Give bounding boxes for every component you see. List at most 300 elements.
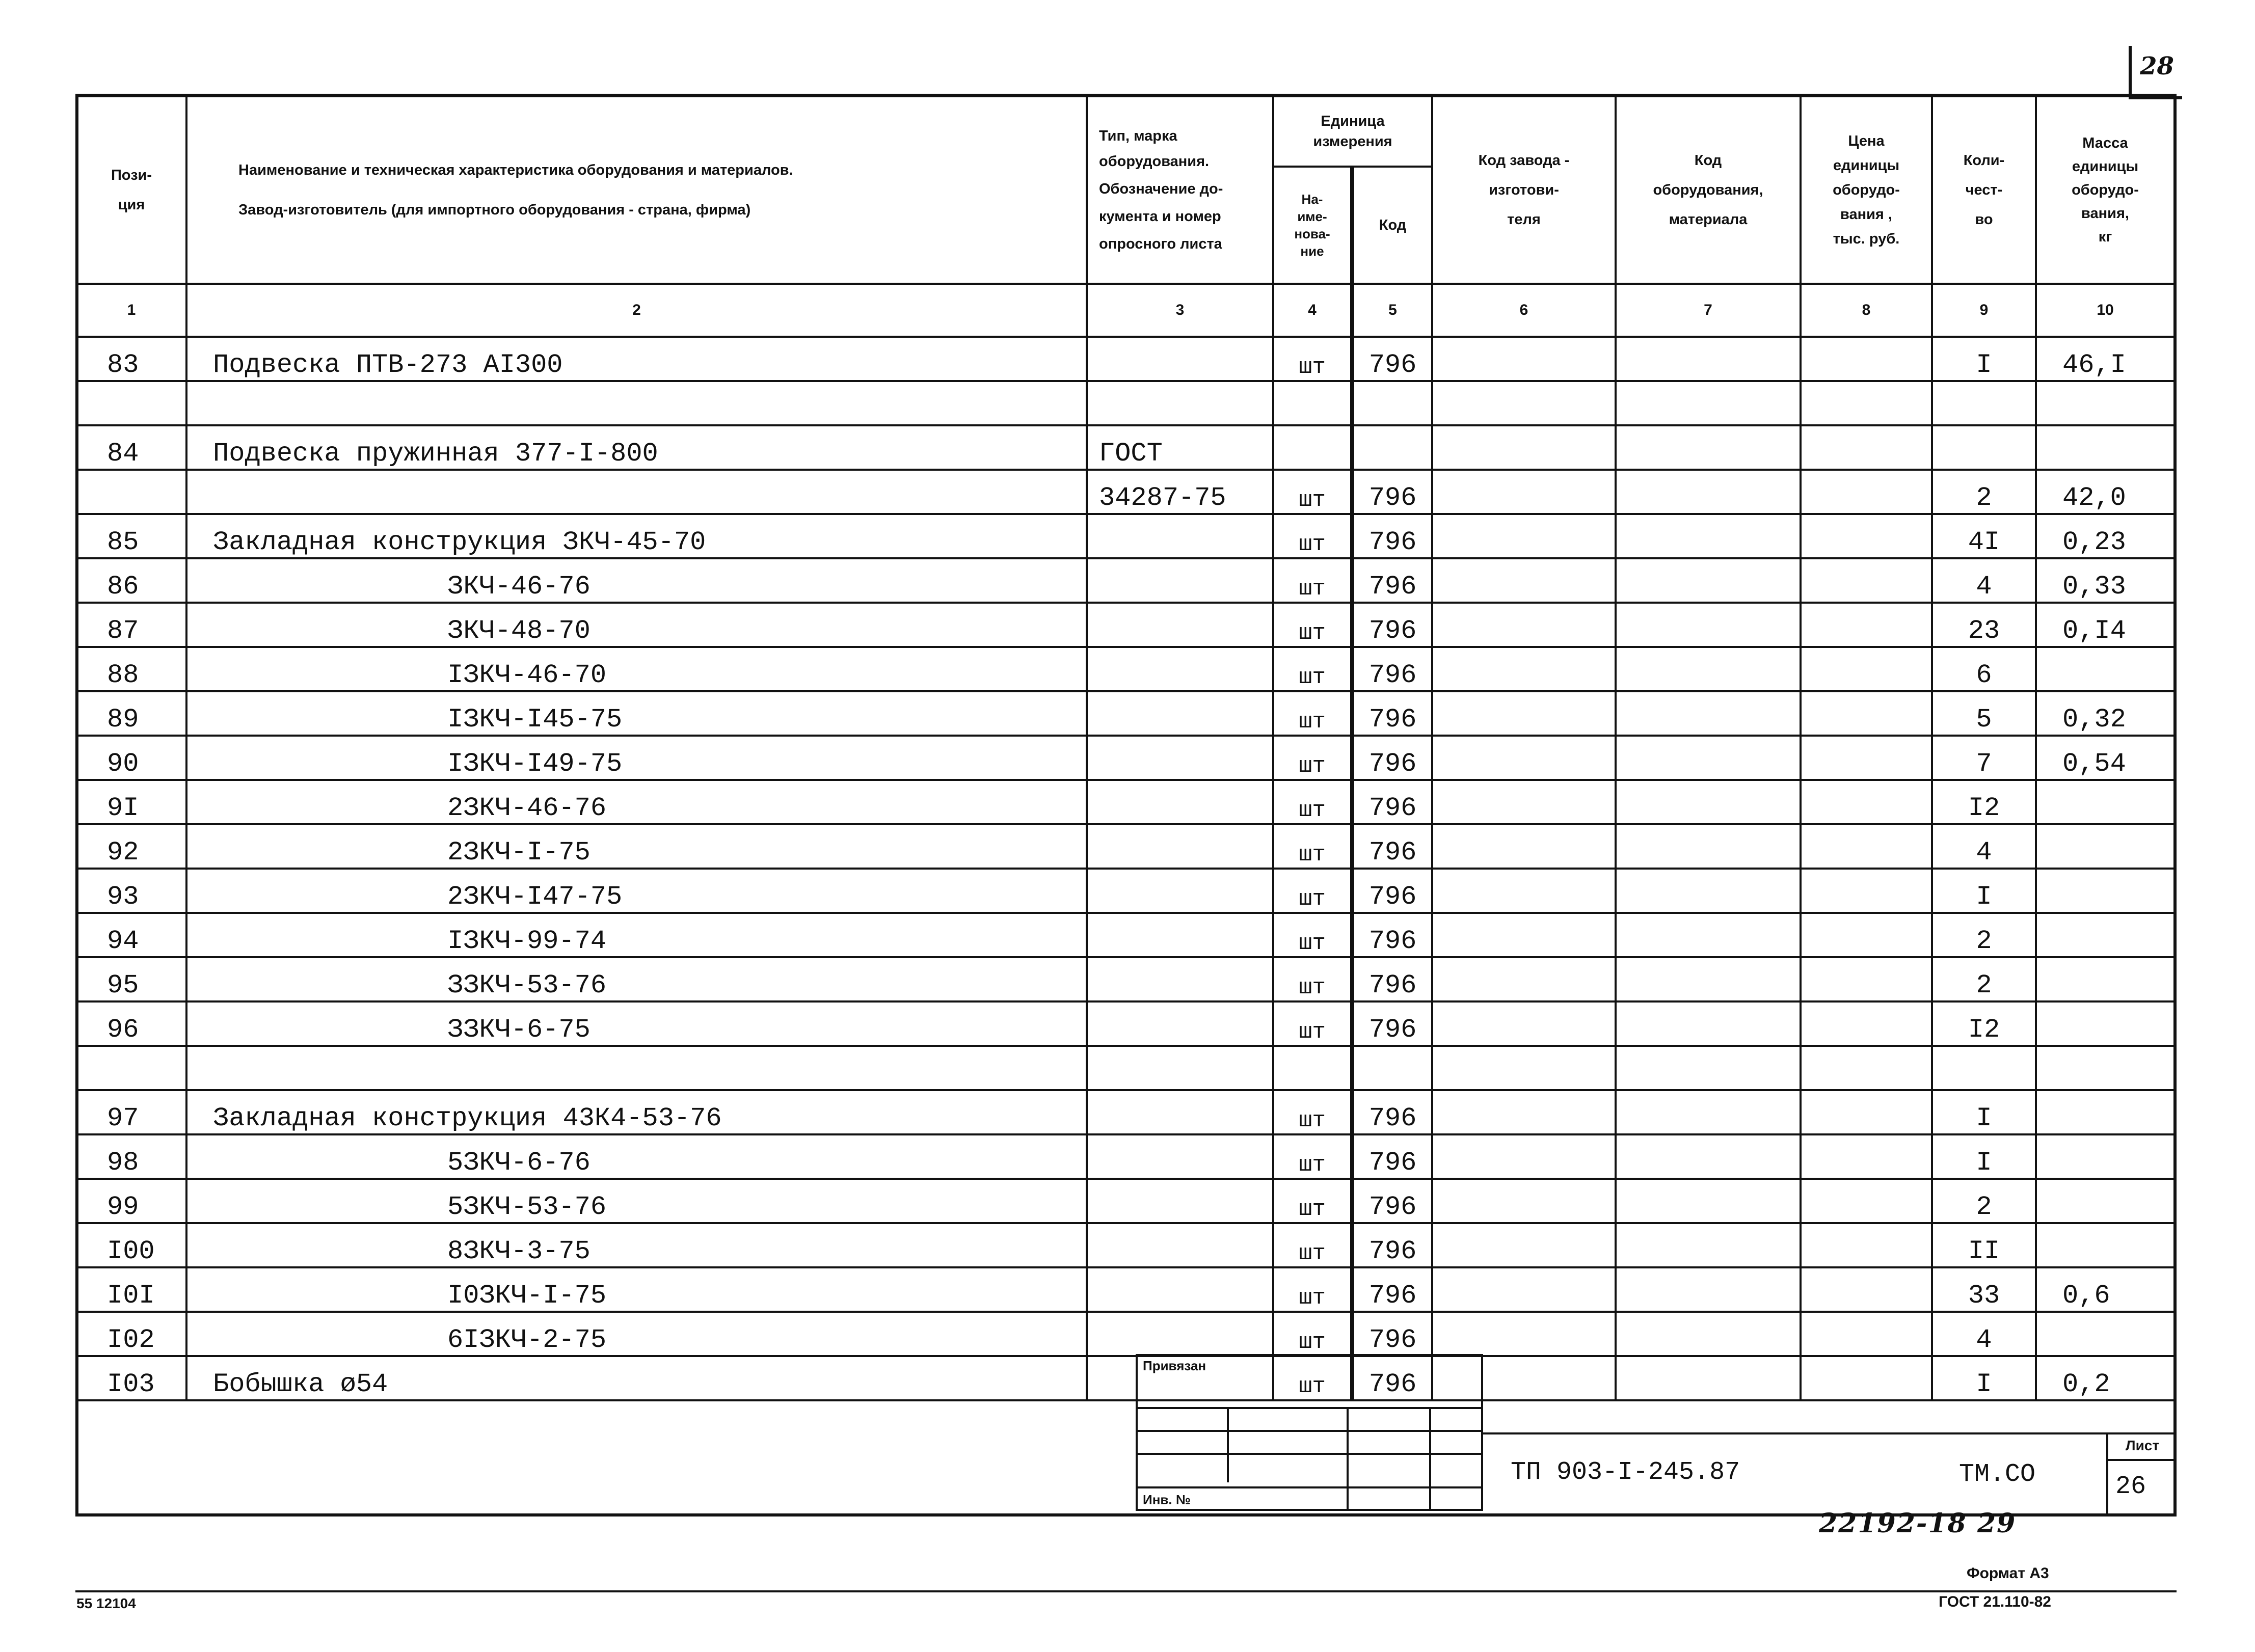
cell-position: 83 — [76, 337, 186, 381]
cell-factory-code — [1432, 647, 1616, 691]
cell-type — [1087, 1223, 1273, 1267]
cell-position: 92 — [76, 824, 186, 869]
cell-unit-code: 796 — [1352, 957, 1432, 1001]
cell-unit-code: 796 — [1352, 1267, 1432, 1312]
empty-cell — [2036, 1046, 2175, 1090]
cell-type — [1087, 691, 1273, 736]
cell-factory-code — [1432, 514, 1616, 558]
header-name: Наименование и техническая характеристика оборудования и материалов. Завод-изготовитель (для импортного оборудования - страна, фирма) — [186, 96, 1087, 284]
cell-quantity: I — [1932, 1356, 2036, 1400]
table-row — [76, 1001, 2175, 1046]
cell-name: ЗЗКЧ-6-75 — [186, 1001, 1087, 1046]
page-number-box — [2129, 46, 2182, 99]
cell-mass: 0,54 — [2036, 736, 2175, 780]
cell-unit: шт — [1273, 957, 1352, 1001]
table-row — [76, 470, 2175, 514]
cell-unit-code: 796 — [1352, 780, 1432, 824]
cell-type — [1087, 957, 1273, 1001]
cell-unit-code: 796 — [1352, 337, 1432, 381]
binding-stamp — [1136, 1354, 1483, 1511]
cell-factory-code — [1432, 824, 1616, 869]
cell-mass — [2036, 425, 2175, 470]
cell-unit-code: 796 — [1352, 1090, 1432, 1134]
cell-name: IЗКЧ-I45-75 — [186, 691, 1087, 736]
cell-type — [1087, 869, 1273, 913]
cell-unit-code: 796 — [1352, 1356, 1432, 1400]
cell-unit: шт — [1273, 647, 1352, 691]
cell-equipment-code — [1616, 691, 1801, 736]
cell-equipment-code — [1616, 1001, 1801, 1046]
cell-position: 85 — [76, 514, 186, 558]
cell-unit-code: 796 — [1352, 913, 1432, 957]
column-number: 1 — [76, 284, 186, 337]
cell-unit-code: 796 — [1352, 647, 1432, 691]
cell-name: ЗКЧ-48-70 — [186, 603, 1087, 647]
bottom-rule — [75, 1590, 2177, 1592]
header-mass: Масса единицы оборудо- вания, кг — [2036, 96, 2175, 284]
table-row — [76, 957, 2175, 1001]
cell-equipment-code — [1616, 1223, 1801, 1267]
cell-type — [1087, 1001, 1273, 1046]
cell-mass — [2036, 1090, 2175, 1134]
cell-unit: шт — [1273, 1312, 1352, 1356]
empty-cell — [1932, 381, 2036, 425]
table-row — [76, 514, 2175, 558]
cell-equipment-code — [1616, 470, 1801, 514]
cell-quantity: 2 — [1932, 913, 2036, 957]
handwritten-number: 22192-18 29 — [1819, 1508, 2017, 1539]
empty-cell — [1801, 1046, 1932, 1090]
cell-factory-code — [1432, 736, 1616, 780]
cell-type — [1087, 736, 1273, 780]
cell-equipment-code — [1616, 647, 1801, 691]
cell-unit-code: 796 — [1352, 691, 1432, 736]
cell-quantity: I — [1932, 337, 2036, 381]
cell-unit: шт — [1273, 1134, 1352, 1179]
cell-equipment-code — [1616, 1179, 1801, 1223]
column-number: 9 — [1932, 284, 2036, 337]
cell-position: I00 — [76, 1223, 186, 1267]
cell-equipment-code — [1616, 603, 1801, 647]
cell-mass: 0,2 — [2036, 1356, 2175, 1400]
sheet-label: Лист — [2108, 1432, 2177, 1461]
cell-equipment-code — [1616, 736, 1801, 780]
cell-type — [1087, 824, 1273, 869]
cell-unit: шт — [1273, 869, 1352, 913]
table-row — [76, 1267, 2175, 1312]
cell-position: 95 — [76, 957, 186, 1001]
cell-position: I03 — [76, 1356, 186, 1400]
title-block-line — [1483, 1432, 2173, 1434]
cell-type — [1087, 558, 1273, 603]
empty-cell — [1273, 381, 1352, 425]
cell-quantity: I — [1932, 1134, 2036, 1179]
sheet-number: 26 — [2115, 1472, 2146, 1501]
cell-mass — [2036, 647, 2175, 691]
cell-unit: шт — [1273, 1179, 1352, 1223]
column-number: 5 — [1352, 284, 1432, 337]
header-price: Цена единицы оборудо- вания , тыс. руб. — [1801, 96, 1932, 284]
table-row — [76, 780, 2175, 824]
cell-factory-code — [1432, 1001, 1616, 1046]
empty-cell — [1432, 381, 1616, 425]
cell-type — [1087, 1312, 1273, 1356]
empty-cell — [1801, 381, 1932, 425]
column-number: 4 — [1273, 284, 1352, 337]
cell-position: 94 — [76, 913, 186, 957]
cell-mass — [2036, 1223, 2175, 1267]
cell-mass: 0,I4 — [2036, 603, 2175, 647]
cell-mass: 46,I — [2036, 337, 2175, 381]
cell-unit-code — [1352, 425, 1432, 470]
table-row — [76, 691, 2175, 736]
cell-factory-code — [1432, 425, 1616, 470]
cell-position: 84 — [76, 425, 186, 470]
cell-type — [1087, 913, 1273, 957]
cell-factory-code — [1432, 869, 1616, 913]
specification-body — [76, 284, 2175, 1400]
empty-cell — [1352, 381, 1432, 425]
document-code: ТП 903-I-245.87 — [1511, 1458, 1740, 1487]
header-quantity: Коли- чест- во — [1932, 96, 2036, 284]
empty-cell — [1087, 381, 1273, 425]
table-row — [76, 1090, 2175, 1134]
cell-factory-code — [1432, 558, 1616, 603]
empty-cell — [1087, 1046, 1273, 1090]
cell-unit: шт — [1273, 558, 1352, 603]
cell-quantity: 4 — [1932, 558, 2036, 603]
cell-mass — [2036, 1001, 2175, 1046]
cell-position: 89 — [76, 691, 186, 736]
cell-quantity: 2 — [1932, 470, 2036, 514]
cell-price — [1801, 1090, 1932, 1134]
cell-price — [1801, 514, 1932, 558]
cell-quantity: 2 — [1932, 957, 2036, 1001]
cell-price — [1801, 1001, 1932, 1046]
header-unit-name: На- име- нова- ние — [1273, 167, 1352, 284]
cell-type — [1087, 780, 1273, 824]
cell-quantity — [1932, 425, 2036, 470]
cell-position — [76, 470, 186, 514]
cell-unit: шт — [1273, 337, 1352, 381]
empty-cell — [2036, 381, 2175, 425]
cell-position: 93 — [76, 869, 186, 913]
cell-unit: шт — [1273, 824, 1352, 869]
cell-factory-code — [1432, 470, 1616, 514]
empty-cell — [1432, 1046, 1616, 1090]
cell-name: I0ЗКЧ-I-75 — [186, 1267, 1087, 1312]
cell-mass: 0,33 — [2036, 558, 2175, 603]
cell-name: Бобышка ø54 — [186, 1356, 1087, 1400]
table-row — [76, 647, 2175, 691]
cell-price — [1801, 957, 1932, 1001]
format-label: Формат А3 — [1967, 1565, 2049, 1582]
cell-name: Подвеска пружинная 377-I-800 — [186, 425, 1087, 470]
cell-quantity: I — [1932, 1090, 2036, 1134]
cell-price — [1801, 558, 1932, 603]
cell-price — [1801, 780, 1932, 824]
cell-name: 8ЗКЧ-3-75 — [186, 1223, 1087, 1267]
cell-unit-code: 796 — [1352, 558, 1432, 603]
header-unit-group: Единица измерения — [1273, 96, 1432, 167]
cell-equipment-code — [1616, 1267, 1801, 1312]
cell-equipment-code — [1616, 1312, 1801, 1356]
table-row — [76, 869, 2175, 913]
cell-name: 5ЗКЧ-53-76 — [186, 1179, 1087, 1223]
cell-unit-code: 796 — [1352, 1179, 1432, 1223]
cell-price — [1801, 736, 1932, 780]
table-row — [76, 1356, 2175, 1400]
cell-type: 34287-75 — [1087, 470, 1273, 514]
cell-unit-code: 796 — [1352, 514, 1432, 558]
cell-quantity: I — [1932, 869, 2036, 913]
cell-unit-code: 796 — [1352, 1134, 1432, 1179]
cell-unit: шт — [1273, 1356, 1352, 1400]
empty-cell — [186, 1046, 1087, 1090]
cell-unit-code: 796 — [1352, 1001, 1432, 1046]
cell-equipment-code — [1616, 824, 1801, 869]
table-row — [76, 1223, 2175, 1267]
header-unit-code: Код — [1352, 167, 1432, 284]
cell-unit: шт — [1273, 1267, 1352, 1312]
cell-price — [1801, 1179, 1932, 1223]
cell-equipment-code — [1616, 1090, 1801, 1134]
cell-unit: шт — [1273, 470, 1352, 514]
cell-factory-code — [1432, 957, 1616, 1001]
cell-type — [1087, 1134, 1273, 1179]
cell-name: Закладная конструкция ЗКЧ-45-70 — [186, 514, 1087, 558]
empty-cell — [1616, 381, 1801, 425]
cell-price — [1801, 691, 1932, 736]
cell-price — [1801, 1312, 1932, 1356]
cell-mass: 0,32 — [2036, 691, 2175, 736]
cell-quantity: 4 — [1932, 1312, 2036, 1356]
cell-type — [1087, 1179, 1273, 1223]
cell-position: 87 — [76, 603, 186, 647]
cell-name: 6IЗКЧ-2-75 — [186, 1312, 1087, 1356]
cell-quantity: I2 — [1932, 780, 2036, 824]
table-row — [76, 558, 2175, 603]
cell-price — [1801, 1223, 1932, 1267]
cell-price — [1801, 824, 1932, 869]
cell-position: 99 — [76, 1179, 186, 1223]
cell-equipment-code — [1616, 957, 1801, 1001]
cell-unit: шт — [1273, 780, 1352, 824]
cell-mass: 0,23 — [2036, 514, 2175, 558]
empty-cell — [1273, 1046, 1352, 1090]
cell-price — [1801, 337, 1932, 381]
header-type: Тип, марка оборудования. Обозначение до- кумента и номер опросного листа — [1087, 96, 1273, 284]
inventory-number-label: Инв. № — [1143, 1492, 1191, 1507]
cell-name: 5ЗКЧ-6-76 — [186, 1134, 1087, 1179]
bottom-left-code: 55 12104 — [76, 1595, 136, 1611]
cell-unit-code: 796 — [1352, 603, 1432, 647]
cell-name: IЗКЧ-46-70 — [186, 647, 1087, 691]
cell-unit-code: 796 — [1352, 1223, 1432, 1267]
cell-quantity: I2 — [1932, 1001, 2036, 1046]
column-number: 8 — [1801, 284, 1932, 337]
cell-equipment-code — [1616, 558, 1801, 603]
cell-factory-code — [1432, 1267, 1616, 1312]
table-row — [76, 1179, 2175, 1223]
cell-unit: шт — [1273, 514, 1352, 558]
cell-quantity: 4 — [1932, 824, 2036, 869]
empty-cell — [1616, 1046, 1801, 1090]
cell-name: Закладная конструкция 43К4-53-76 — [186, 1090, 1087, 1134]
cell-mass — [2036, 913, 2175, 957]
cell-unit: шт — [1273, 1001, 1352, 1046]
cell-unit: шт — [1273, 1090, 1352, 1134]
cell-quantity: 6 — [1932, 647, 2036, 691]
cell-mass — [2036, 780, 2175, 824]
cell-mass — [2036, 1312, 2175, 1356]
table-row — [76, 824, 2175, 869]
empty-cell — [76, 1046, 186, 1090]
cell-mass — [2036, 957, 2175, 1001]
cell-mass: 0,6 — [2036, 1267, 2175, 1312]
cell-type — [1087, 603, 1273, 647]
cell-equipment-code — [1616, 1134, 1801, 1179]
cell-type — [1087, 1090, 1273, 1134]
cell-quantity: 4I — [1932, 514, 2036, 558]
cell-unit: шт — [1273, 1223, 1352, 1267]
cell-name: IЗКЧ-99-74 — [186, 913, 1087, 957]
cell-name: 2ЗКЧ-I47-75 — [186, 869, 1087, 913]
bottom-right-gost: ГОСТ 21.110-82 — [1939, 1593, 2051, 1610]
cell-equipment-code — [1616, 425, 1801, 470]
cell-equipment-code — [1616, 780, 1801, 824]
blank-row — [76, 1046, 2175, 1090]
cell-position: 96 — [76, 1001, 186, 1046]
empty-cell — [76, 381, 186, 425]
cell-quantity: II — [1932, 1223, 2036, 1267]
cell-unit: шт — [1273, 691, 1352, 736]
column-number: 7 — [1616, 284, 1801, 337]
table-row — [76, 603, 2175, 647]
stamp-label: Привязан — [1143, 1358, 1206, 1373]
cell-name: IЗКЧ-I49-75 — [186, 736, 1087, 780]
empty-cell — [1932, 1046, 2036, 1090]
table-row — [76, 425, 2175, 470]
cell-position: 88 — [76, 647, 186, 691]
column-numbers-row — [76, 284, 2175, 337]
column-number: 6 — [1432, 284, 1616, 337]
cell-quantity: 2 — [1932, 1179, 2036, 1223]
cell-factory-code — [1432, 780, 1616, 824]
page-number: 28 — [2140, 52, 2174, 80]
cell-mass — [2036, 1179, 2175, 1223]
cell-price — [1801, 470, 1932, 514]
cell-unit-code: 796 — [1352, 1312, 1432, 1356]
cell-name: 2ЗКЧ-46-76 — [186, 780, 1087, 824]
cell-unit: шт — [1273, 736, 1352, 780]
cell-name: ЗЗКЧ-53-76 — [186, 957, 1087, 1001]
cell-factory-code — [1432, 691, 1616, 736]
cell-name: ЗКЧ-46-76 — [186, 558, 1087, 603]
cell-position: 98 — [76, 1134, 186, 1179]
cell-quantity: 7 — [1932, 736, 2036, 780]
cell-quantity: 33 — [1932, 1267, 2036, 1312]
header-row-1 — [76, 96, 2175, 167]
column-number: 2 — [186, 284, 1087, 337]
cell-name — [186, 470, 1087, 514]
cell-factory-code — [1432, 1134, 1616, 1179]
cell-position: I02 — [76, 1312, 186, 1356]
cell-unit-code: 796 — [1352, 824, 1432, 869]
cell-position: 86 — [76, 558, 186, 603]
cell-quantity: 23 — [1932, 603, 2036, 647]
cell-factory-code — [1432, 1223, 1616, 1267]
cell-mass: 42,0 — [2036, 470, 2175, 514]
cell-type — [1087, 1267, 1273, 1312]
specification-table — [75, 95, 2176, 1401]
document-mark: ТМ.СО — [1959, 1460, 2036, 1489]
cell-type — [1087, 337, 1273, 381]
cell-name: Подвеска ПТВ-273 АI300 — [186, 337, 1087, 381]
header-factory-code: Код завода - изготови- теля — [1432, 96, 1616, 284]
cell-factory-code — [1432, 1090, 1616, 1134]
cell-unit-code: 796 — [1352, 470, 1432, 514]
cell-unit-code: 796 — [1352, 869, 1432, 913]
cell-equipment-code — [1616, 913, 1801, 957]
cell-price — [1801, 1134, 1932, 1179]
table-row — [76, 337, 2175, 381]
cell-factory-code — [1432, 603, 1616, 647]
cell-factory-code — [1432, 337, 1616, 381]
cell-price — [1801, 1267, 1932, 1312]
empty-cell — [186, 381, 1087, 425]
cell-unit: шт — [1273, 913, 1352, 957]
cell-factory-code — [1432, 913, 1616, 957]
cell-equipment-code — [1616, 514, 1801, 558]
cell-mass — [2036, 824, 2175, 869]
cell-price — [1801, 913, 1932, 957]
cell-equipment-code — [1616, 1356, 1801, 1400]
cell-type — [1087, 647, 1273, 691]
cell-price — [1801, 603, 1932, 647]
table-row — [76, 1312, 2175, 1356]
blank-row — [76, 381, 2175, 425]
cell-factory-code — [1432, 1312, 1616, 1356]
sheet-box — [2106, 1432, 2177, 1516]
cell-type: ГОСТ — [1087, 425, 1273, 470]
cell-position: 90 — [76, 736, 186, 780]
cell-factory-code — [1432, 1179, 1616, 1223]
table-row — [76, 736, 2175, 780]
table-row — [76, 1134, 2175, 1179]
table-row — [76, 913, 2175, 957]
cell-price — [1801, 425, 1932, 470]
cell-mass — [2036, 869, 2175, 913]
header-position: Пози- ция — [76, 96, 186, 284]
cell-unit — [1273, 425, 1352, 470]
cell-price — [1801, 869, 1932, 913]
cell-quantity: 5 — [1932, 691, 2036, 736]
cell-equipment-code — [1616, 337, 1801, 381]
empty-cell — [1352, 1046, 1432, 1090]
cell-name: 2ЗКЧ-I-75 — [186, 824, 1087, 869]
cell-mass — [2036, 1134, 2175, 1179]
cell-position: 97 — [76, 1090, 186, 1134]
header-equipment-code: Код оборудования, материала — [1616, 96, 1801, 284]
cell-position: I0I — [76, 1267, 186, 1312]
cell-equipment-code — [1616, 869, 1801, 913]
cell-type — [1087, 514, 1273, 558]
cell-unit-code: 796 — [1352, 736, 1432, 780]
cell-unit: шт — [1273, 603, 1352, 647]
column-number: 10 — [2036, 284, 2175, 337]
cell-position: 9I — [76, 780, 186, 824]
